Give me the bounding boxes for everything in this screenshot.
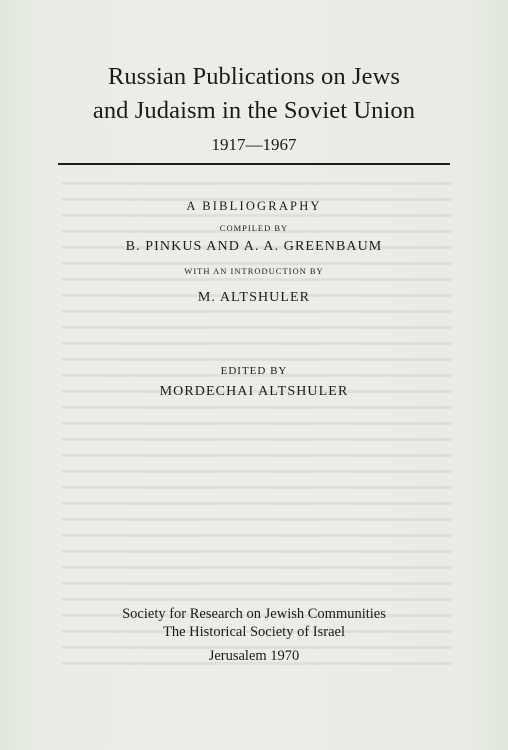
editor-name: MORDECHAI ALTSHULER bbox=[159, 384, 349, 399]
title-divider bbox=[58, 163, 450, 165]
date-range: 1917—1967 bbox=[211, 135, 297, 154]
place-and-year: Jerusalem 1970 bbox=[208, 648, 300, 664]
introduction-label: WITH AN INTRODUCTION BY bbox=[184, 266, 324, 276]
book-title-line-2: and Judaism in the Soviet Union bbox=[92, 97, 416, 124]
subtitle: A BIBLIOGRAPHY bbox=[186, 199, 322, 213]
publisher-line-2: The Historical Society of Israel bbox=[163, 624, 345, 640]
compilers: B. PINKUS AND A. A. GREENBAUM bbox=[125, 239, 383, 254]
publisher-line-1: Society for Research on Jewish Communities bbox=[122, 606, 386, 622]
edited-by-label: EDITED BY bbox=[220, 365, 288, 377]
introduction-author: M. ALTSHULER bbox=[197, 290, 311, 305]
compiled-by-label: COMPILED BY bbox=[219, 223, 289, 233]
book-title-line-1: Russian Publications on Jews bbox=[107, 63, 401, 90]
